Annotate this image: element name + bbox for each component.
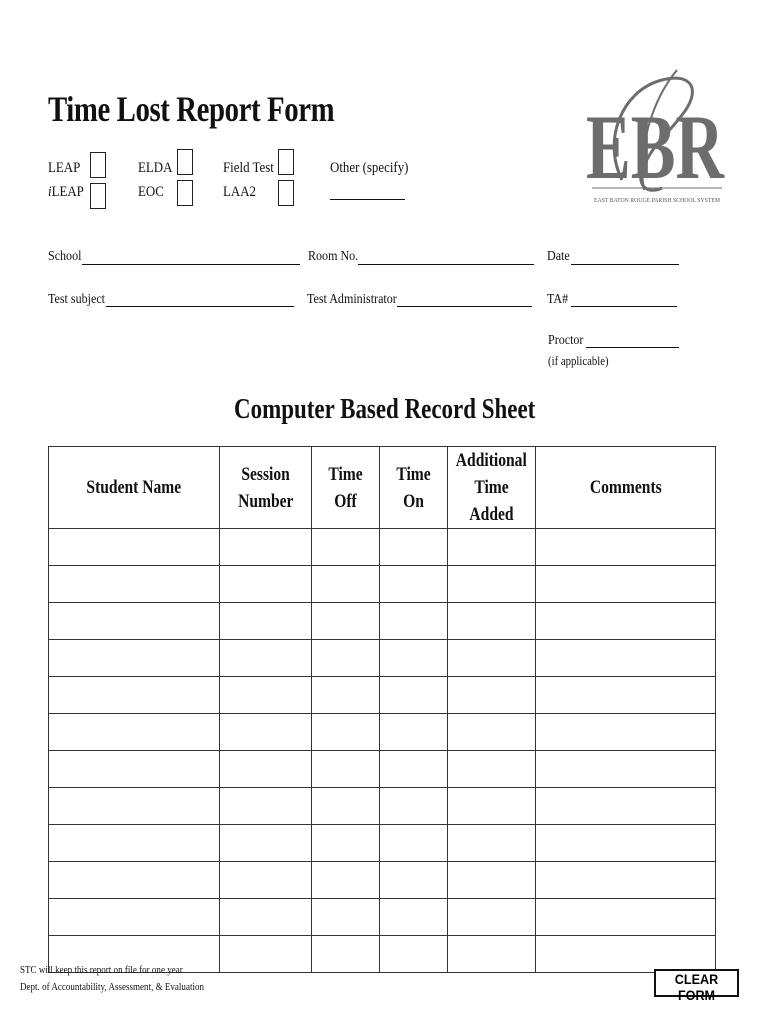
comments-cell[interactable]: [536, 529, 716, 566]
student-name-cell[interactable]: [49, 677, 220, 714]
additional-time-cell[interactable]: [448, 640, 536, 677]
student-name-cell[interactable]: [49, 751, 220, 788]
additional-time-cell[interactable]: [448, 566, 536, 603]
clear-form-button-label: CLEAR FORM: [674, 971, 719, 1003]
additional-time-cell[interactable]: [448, 936, 536, 973]
ileap-prefix: i: [48, 184, 52, 200]
student-name-cell[interactable]: [49, 714, 220, 751]
room-field[interactable]: [358, 264, 534, 265]
date-label: Date: [547, 249, 570, 264]
other-specify-field[interactable]: [330, 199, 405, 200]
session-number-cell[interactable]: [220, 529, 312, 566]
comments-cell[interactable]: [536, 899, 716, 936]
header-session-line2: Number: [237, 490, 294, 512]
student-name-cell[interactable]: [49, 899, 220, 936]
proctor-note: (if applicable): [548, 354, 609, 368]
comments-cell[interactable]: [536, 751, 716, 788]
additional-time-cell[interactable]: [448, 899, 536, 936]
laa2-label: LAA2: [223, 184, 256, 200]
time-off-cell[interactable]: [312, 825, 380, 862]
logo-letters: EBR: [586, 96, 726, 198]
session-number-cell[interactable]: [220, 603, 312, 640]
table-row: [49, 899, 716, 936]
header-time-off-text: Time Off: [328, 463, 363, 512]
header-session-number: [220, 447, 312, 529]
session-number-cell[interactable]: [220, 936, 312, 973]
additional-time-cell[interactable]: [448, 751, 536, 788]
time-on-cell[interactable]: [380, 788, 448, 825]
form-title: Time Lost Report Form: [48, 89, 335, 129]
leap-label: LEAP: [48, 160, 81, 176]
header-additional-line2: Time Added: [469, 477, 514, 525]
ileap-rest: LEAP: [51, 184, 84, 200]
session-number-cell[interactable]: [220, 862, 312, 899]
comments-cell[interactable]: [536, 714, 716, 751]
leap-checkbox[interactable]: [90, 152, 106, 178]
proctor-label: Proctor: [548, 333, 584, 348]
time-off-cell[interactable]: [312, 751, 380, 788]
field-test-checkbox[interactable]: [278, 149, 294, 175]
footer-line-2: Dept. of Accountability, Assessment, & Evaluation: [20, 982, 204, 993]
record-sheet-title-text: Computer Based Record Sheet: [234, 394, 536, 425]
ebr-logo: [582, 60, 727, 210]
time-on-cell[interactable]: [380, 714, 448, 751]
eoc-label: EOC: [138, 184, 164, 200]
header-student-name-text: Student Name: [86, 477, 182, 498]
comments-cell[interactable]: [536, 825, 716, 862]
table-row: [49, 566, 716, 603]
table-row: [49, 825, 716, 862]
header-time-off: [312, 447, 380, 529]
school-field[interactable]: [82, 264, 300, 265]
comments-cell[interactable]: [536, 603, 716, 640]
student-name-cell[interactable]: [49, 640, 220, 677]
other-specify-label: Other (specify): [330, 160, 409, 176]
elda-label: ELDA: [138, 160, 173, 176]
table-row: [49, 677, 716, 714]
time-off-cell[interactable]: [312, 566, 380, 603]
time-on-cell[interactable]: [380, 566, 448, 603]
footer-line-1: STC will keep this report on file for one year: [20, 965, 183, 976]
record-sheet-title: [0, 394, 770, 426]
clear-form-button[interactable]: [654, 969, 739, 1003]
time-off-cell[interactable]: [312, 529, 380, 566]
table-row: [49, 788, 716, 825]
student-name-cell[interactable]: [49, 862, 220, 899]
student-name-cell[interactable]: [49, 529, 220, 566]
time-on-cell[interactable]: [380, 936, 448, 973]
record-table: [48, 446, 716, 973]
header-time-on: [380, 447, 448, 529]
session-number-cell[interactable]: [220, 825, 312, 862]
time-off-cell[interactable]: [312, 862, 380, 899]
session-number-cell[interactable]: [220, 714, 312, 751]
ebr-logo-graphic: [582, 60, 727, 210]
header-student-name: [49, 447, 220, 529]
additional-time-cell[interactable]: [448, 603, 536, 640]
student-name-cell[interactable]: [49, 788, 220, 825]
additional-time-cell[interactable]: [448, 529, 536, 566]
table-row: [49, 751, 716, 788]
header-session-line1: Session: [241, 463, 290, 485]
table-body: [49, 529, 716, 973]
table-row: [49, 714, 716, 751]
table-header-row: [49, 447, 716, 529]
additional-time-cell[interactable]: [448, 825, 536, 862]
table-row: [49, 640, 716, 677]
laa2-checkbox[interactable]: [278, 180, 294, 206]
header-additional-time: [448, 447, 536, 529]
comments-cell[interactable]: [536, 862, 716, 899]
test-subject-field[interactable]: [106, 306, 294, 307]
test-administrator-field[interactable]: [397, 306, 532, 307]
time-off-cell[interactable]: [312, 640, 380, 677]
table-row: [49, 529, 716, 566]
footer-note: [20, 962, 204, 996]
header-additional-line1: Additional: [455, 450, 528, 471]
table-row: [49, 603, 716, 640]
elda-checkbox[interactable]: [177, 149, 193, 175]
time-on-cell[interactable]: [380, 677, 448, 714]
field-test-label: Field Test: [223, 160, 274, 176]
time-on-cell[interactable]: [380, 603, 448, 640]
test-subject-label: Test subject: [48, 292, 106, 307]
date-field[interactable]: [571, 264, 679, 265]
additional-time-cell[interactable]: [448, 788, 536, 825]
student-name-cell[interactable]: [49, 825, 220, 862]
comments-cell[interactable]: [536, 566, 716, 603]
student-name-cell[interactable]: [49, 603, 220, 640]
time-off-cell[interactable]: [312, 936, 380, 973]
ileap-label: [48, 184, 84, 201]
session-number-cell[interactable]: [220, 788, 312, 825]
proctor-field[interactable]: [586, 347, 679, 348]
room-label: Room No.: [308, 249, 359, 264]
session-number-cell[interactable]: [220, 566, 312, 603]
header-time-on-text: Time On: [396, 463, 431, 512]
time-on-cell[interactable]: [380, 640, 448, 677]
time-on-cell[interactable]: [380, 825, 448, 862]
time-off-cell[interactable]: [312, 899, 380, 936]
comments-cell[interactable]: [536, 936, 716, 973]
comments-cell[interactable]: [536, 788, 716, 825]
time-on-cell[interactable]: [380, 751, 448, 788]
ta-field[interactable]: [571, 306, 677, 307]
session-number-cell[interactable]: [220, 751, 312, 788]
eoc-checkbox[interactable]: [177, 180, 193, 206]
school-label: School: [48, 249, 82, 264]
comments-cell[interactable]: [536, 677, 716, 714]
additional-time-cell[interactable]: [448, 862, 536, 899]
session-number-cell[interactable]: [220, 677, 312, 714]
time-off-cell[interactable]: [312, 714, 380, 751]
additional-time-cell[interactable]: [448, 677, 536, 714]
header-comments: [536, 447, 716, 529]
test-administrator-label: Test Administrator: [307, 292, 397, 307]
student-name-cell[interactable]: [49, 566, 220, 603]
comments-cell[interactable]: [536, 640, 716, 677]
logo-caption: EAST BATON ROUGE PARISH SCHOOL SYSTEM: [594, 197, 721, 204]
table-row: [49, 862, 716, 899]
time-on-cell[interactable]: [380, 899, 448, 936]
additional-time-cell[interactable]: [448, 714, 536, 751]
time-off-cell[interactable]: [312, 788, 380, 825]
time-on-cell[interactable]: [380, 862, 448, 899]
ileap-checkbox[interactable]: [90, 183, 106, 209]
header-comments-text: Comments: [589, 477, 662, 498]
ta-label: TA#: [547, 292, 569, 307]
time-off-cell[interactable]: [312, 677, 380, 714]
time-off-cell[interactable]: [312, 603, 380, 640]
session-number-cell[interactable]: [220, 899, 312, 936]
time-on-cell[interactable]: [380, 529, 448, 566]
session-number-cell[interactable]: [220, 640, 312, 677]
